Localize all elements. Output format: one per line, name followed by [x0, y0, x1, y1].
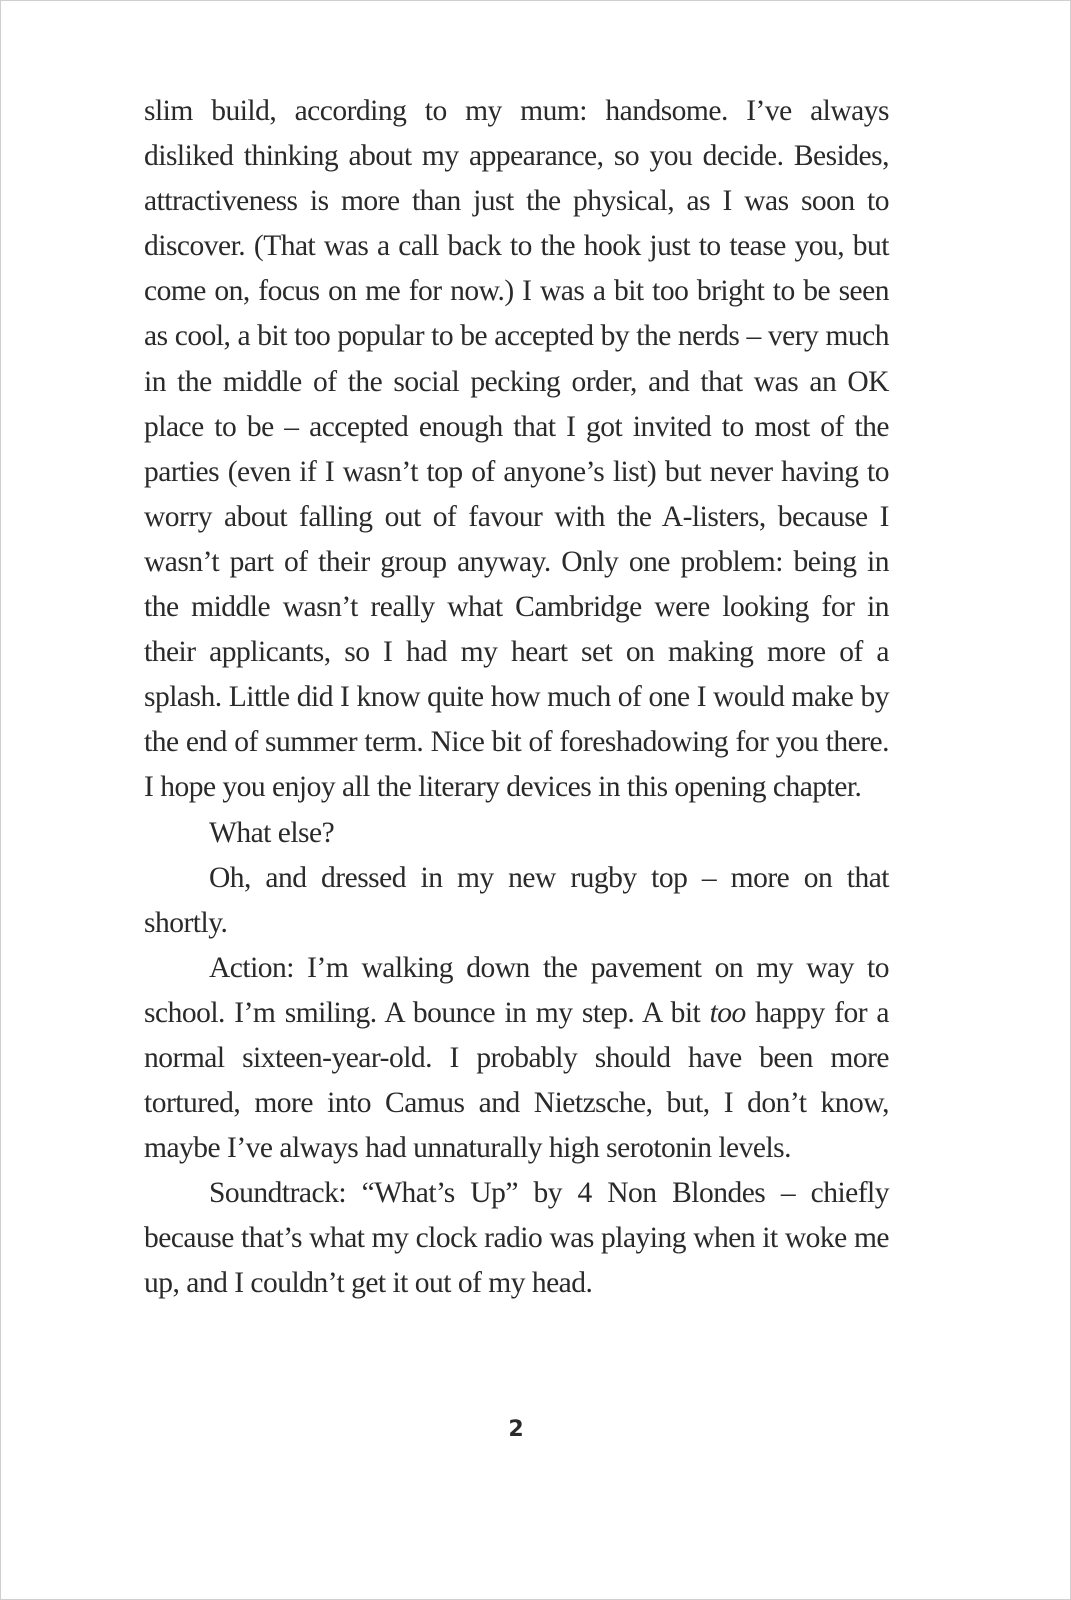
body-text [144, 89, 889, 1307]
paragraph-4-text-b: happy for a normal sixteen-year-old. I probably should have been more tortured, more into Camus and Nietzsche, but, I don’t know, maybe I’ve always had unnaturally high serotonin levels. [144, 996, 890, 1165]
paragraph-3-text: Oh, and dressed in my new rugby top – more on that shortly. [144, 861, 889, 939]
paragraph-3 [144, 856, 889, 946]
paragraph-2 [144, 811, 889, 856]
paragraph-4 [144, 946, 889, 1171]
paragraph-5-text: Soundtrack: “What’s Up” by 4 Non Blondes – chiefly because that’s what my clock radio was playing when it woke me up, and I couldn’t get it out of my head. [144, 1177, 889, 1300]
paragraph-4-emphasis: too [709, 996, 746, 1029]
paragraph-1 [144, 89, 889, 811]
paragraph-5 [144, 1171, 889, 1306]
page-number: 2 [508, 1417, 524, 1442]
paragraph-2-text: What else? [209, 816, 335, 849]
paragraph-1-text: slim build, according to my mum: handsome. I’ve always disliked thinking about my appearance, so you decide. Besides, attractiveness is more than just the physical, as I was soon to discover. (That was a call back to the hook just to tease you, but come on, focus on me for now.) I was a bit too bright to be seen as cool, a bit too popular to be accepted by the nerds – very much in the middle of the social pecking order, and that was an OK place to be – accepted enough that I got invited to most of the parties (even if I wasn’t top of anyone’s list) but never having to worry about falling out of favour with the A-listers, because I wasn’t part of their group anyway. Only one problem: being in the middle wasn’t really what Cambridge were looking for in their applicants, so I had my heart set on making more of a splash. Little did I know quite how much of one I would make by the end of summer term. Nice bit of foreshadowing for you there. I hope you enjoy all the literary devices in this opening chapter. [144, 95, 889, 804]
paragraph-4-text-a: Action: I’m walking down the pavement on my way to school. I’m smiling. A bounce in my step. A bit [144, 951, 889, 1029]
